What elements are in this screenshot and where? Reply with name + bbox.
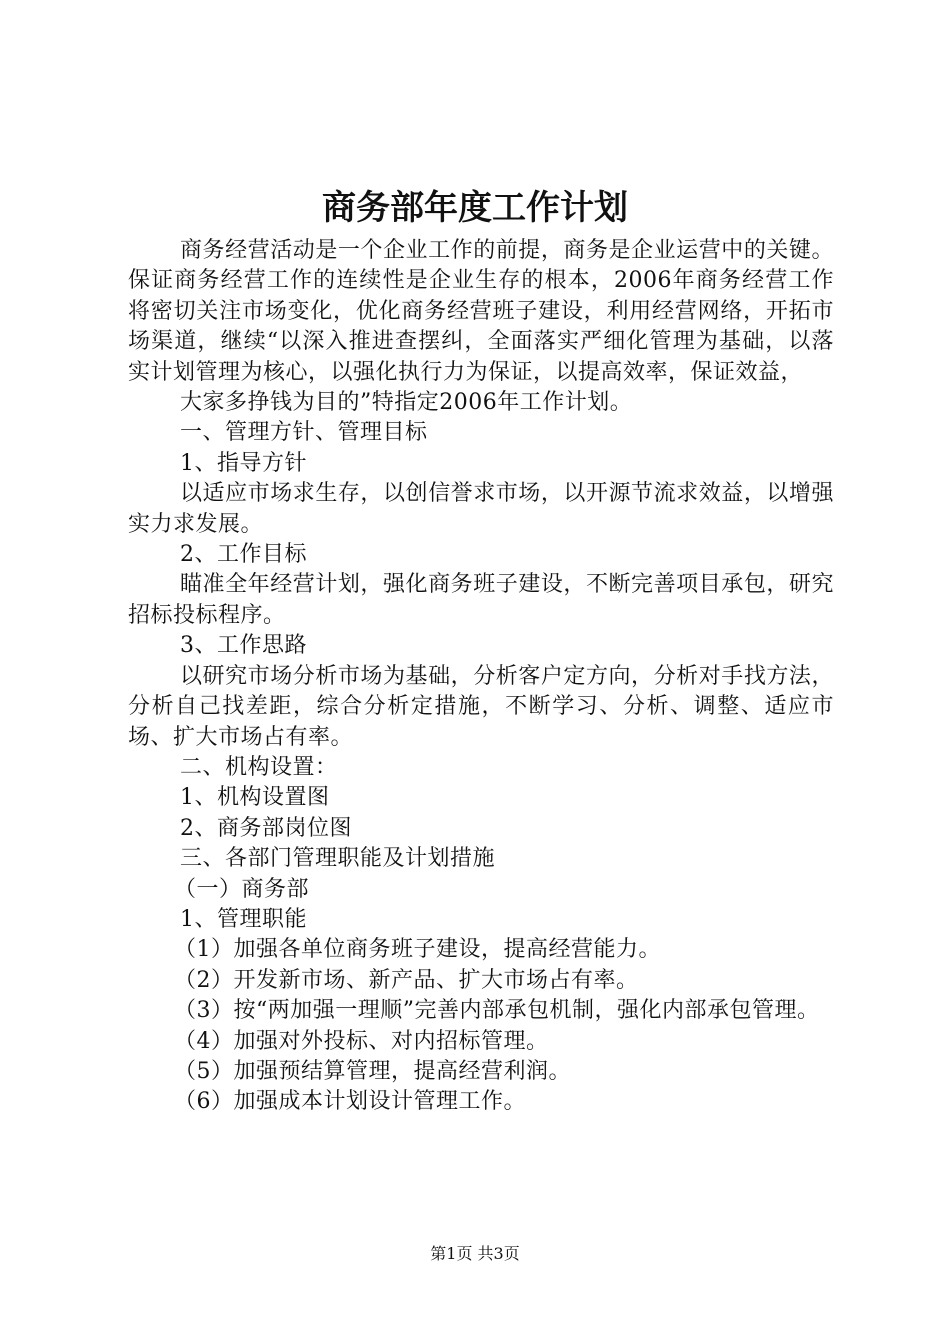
paragraph: （6）加强成本计划设计管理工作。 <box>174 1089 526 1115</box>
document-title: 商务部年度工作计划 <box>322 188 628 228</box>
paragraph: （1）加强各单位商务班子建设，提高经营能力。 <box>174 937 661 963</box>
paragraph: 瞄准全年经营计划，强化商务班子建设，不断完善项目承包，研究招标投标程序。 <box>128 572 834 628</box>
document-body <box>128 236 834 1118</box>
paragraph: （3）按“两加强一理顺”完善内部承包机制，强化内部承包管理。 <box>174 998 820 1024</box>
paragraph: 2、商务部岗位图 <box>180 815 352 841</box>
paragraph: （5）加强预结算管理，提高经营利润。 <box>174 1058 571 1084</box>
paragraph: 1、机构设置图 <box>180 785 330 811</box>
paragraph: 以研究市场分析市场为基础，分析客户定方向，分析对手找方法，分析自己找差距，综合分析定措施，不断学习、分析、调整、适应市场、扩大市场占有率。 <box>128 663 834 750</box>
paragraph: 三、各部门管理职能及计划措施 <box>180 846 496 872</box>
paragraph: （4）加强对外投标、对内招标管理。 <box>174 1028 549 1054</box>
paragraph: 商务经营活动是一个企业工作的前提，商务是企业运营中的关键。保证商务经营工作的连续性是企业生存的根本，2006年商务经营工作将密切关注市场变化，优化商务经营班子建设，利用经营网络，开拓市场渠道，继续“以深入推进查摆纠，全面落实严细化管理为基础，以落实计划管理为核心，以强化执行力为保证，以提高效率，保证效益， <box>128 238 834 385</box>
paragraph: 1、管理职能 <box>180 906 307 932</box>
paragraph: 二、机构设置： <box>180 754 338 780</box>
paragraph: 3、工作思路 <box>180 633 307 659</box>
paragraph: 以适应市场求生存，以创信誉求市场，以开源节流求效益，以增强实力求发展。 <box>128 481 834 537</box>
paragraph: （一）商务部 <box>174 876 310 902</box>
paragraph: 一、管理方针、管理目标 <box>180 420 428 446</box>
paragraph: 2、工作目标 <box>180 542 307 568</box>
page-footer: 第1页 共3页 <box>430 1244 520 1263</box>
paragraph: 1、指导方针 <box>180 450 307 476</box>
paragraph: 大家多挣钱为目的”特指定2006年工作计划。 <box>180 390 633 416</box>
paragraph: （2）开发新市场、新产品、扩大市场占有率。 <box>174 967 639 993</box>
